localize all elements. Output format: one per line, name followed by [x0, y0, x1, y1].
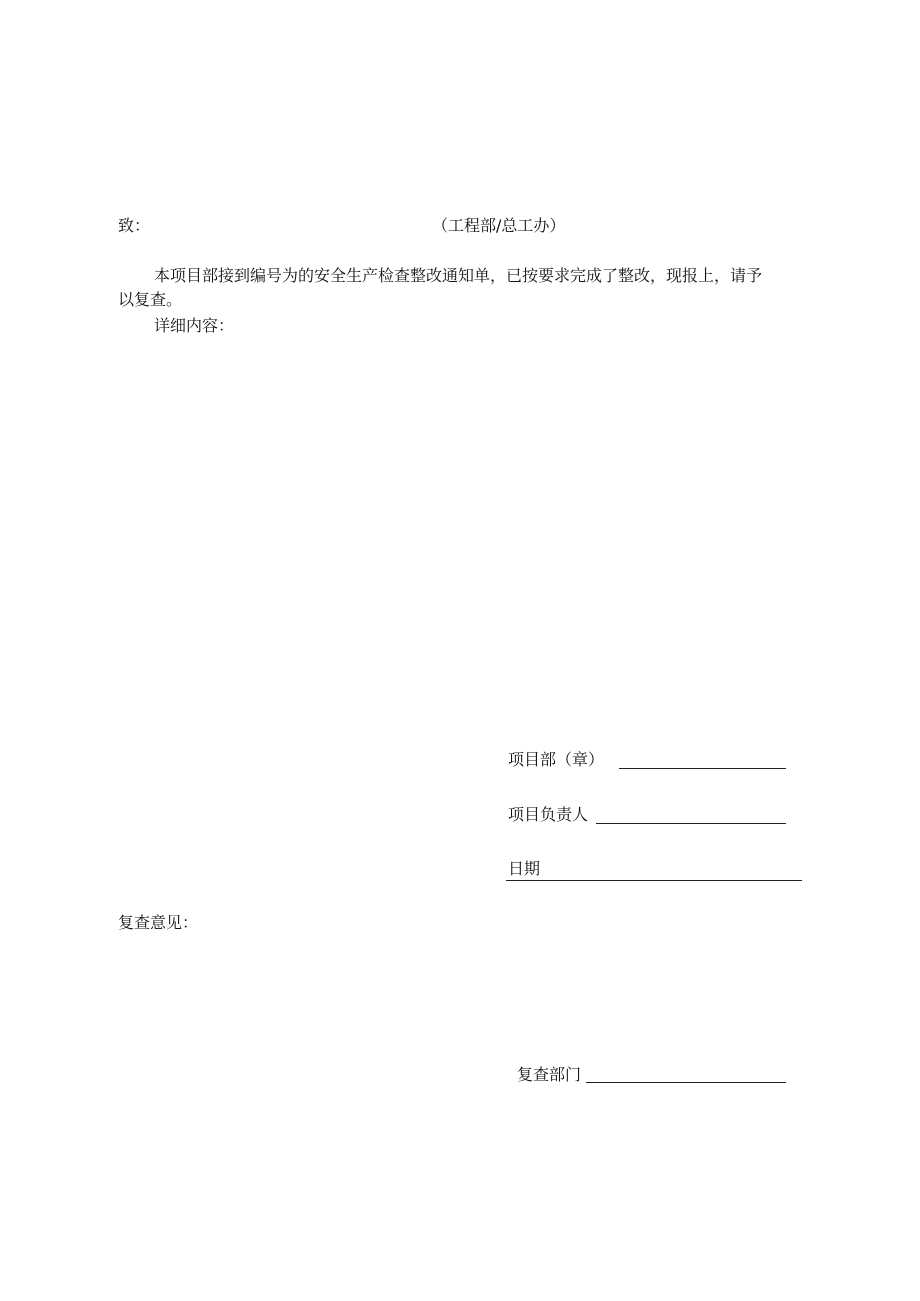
project-manager-line — [596, 823, 786, 824]
review-dept-line — [586, 1082, 786, 1083]
date-line — [506, 880, 802, 881]
project-dept-seal-line — [619, 768, 786, 769]
project-manager-label: 项目负责人 — [508, 805, 589, 824]
review-dept-label: 复查部门 — [517, 1065, 582, 1084]
notice-paragraph-line1: 本项目部接到编号为的安全生产检查整改通知单，已按要求完成了整改，现报上，请予 — [154, 266, 763, 285]
to-label: 致： — [118, 216, 151, 235]
details-label: 详细内容： — [154, 316, 235, 335]
review-opinion-label: 复查意见： — [118, 913, 199, 932]
to-department: （工程部/总工办） — [432, 216, 566, 235]
notice-paragraph-line2: 以复查。 — [118, 290, 183, 309]
project-dept-seal-label: 项目部（章） — [508, 750, 605, 769]
date-label: 日期 — [508, 859, 541, 878]
